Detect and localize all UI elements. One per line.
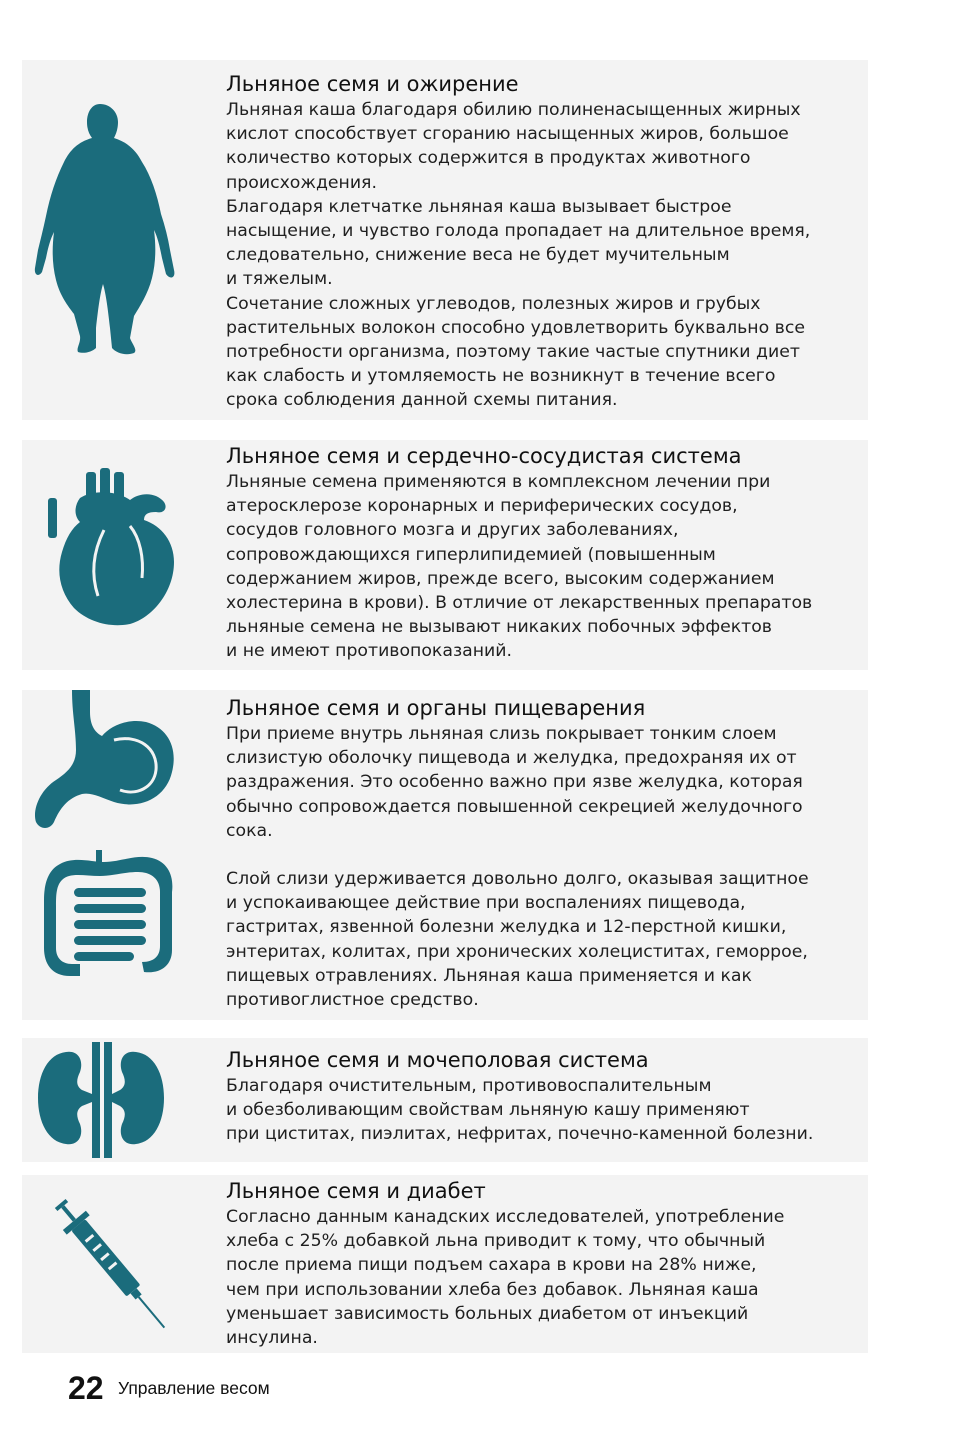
- section-urogenital: [22, 1038, 868, 1162]
- section-title: Льняное семя и ожирение: [226, 72, 519, 96]
- section-title: Льняное семя и сердечно-сосудистая система: [226, 444, 742, 468]
- kidneys-icon: [36, 1042, 166, 1158]
- section-title: Льняное семя и диабет: [226, 1179, 486, 1203]
- obese-body-icon: [30, 98, 180, 360]
- section-text: Согласно данным канадских исследователей, употребление хлеба с 25% добавкой льна приводит к тому, что обычный после приема пищи подъем сахара в крови на 28% ниже, чем при использовании хлеба без добавок. Льняная каша уменьшает зависимость больных диабетом от инъекций инсулина.: [226, 1207, 785, 1349]
- section-digestion: [22, 690, 868, 1020]
- section-text: Благодаря очистительным, противовоспалительным и обезболивающим свойствам льняную кашу применяют при циститах, пиэлитах, нефритах, почечно-каменной болезни.: [226, 1076, 814, 1145]
- syringe-icon: [46, 1189, 176, 1339]
- section-text: Льняная каша благодаря обилию полиненасыщенных жирных кислот способствует сгоранию насыщенных жиров, большое количество которых содержится в продуктах животного происхождения. Благодаря клетчатке льняная каша вызывает быстрое насыщение, и чувство голода пропадает на длительное время, следовательно, снижение веса не будет мучительным и тяжелым. Сочетание сложных углеводов, полезных жиров и грубых растительных волокон способно удовлетворить буквально все потребности организма, поэтому такие частые спутники диет как слабость и утомляемость не возникнут в течение всего срока соблюдения данной схемы питания.: [226, 100, 811, 411]
- section-obesity: [22, 60, 868, 420]
- section-text: При приеме внутрь льняная слизь покрывает тонким слоем слизистую оболочку пищевода и желудка, предохраняя их от раздражения. Это особенно важно при язве желудка, которая обычно сопровождается повышенной секрецией желудочного сока.: [226, 724, 803, 841]
- section-title: Льняное семя и мочеполовая система: [226, 1048, 649, 1072]
- heart-icon: [44, 468, 180, 628]
- section-title: Льняное семя и органы пищеварения: [226, 696, 646, 720]
- intestines-icon: [40, 850, 180, 980]
- section-text-2: Слой слизи удерживается довольно долго, оказывая защитное и успокаивающее действие при воспалениях пищевода, гастритах, язвенной болезни желудка и 12-перстной кишки, энтеритах, колитах, при хронических холециститах, геморрое, пищевых отравлениях. Льняная каша применяется и как противоглистное средство.: [226, 869, 809, 1011]
- running-section-title: Управление весом: [118, 1378, 270, 1398]
- section-cardiovascular: [22, 440, 868, 670]
- stomach-icon: [32, 690, 182, 830]
- section-diabetes: [22, 1175, 868, 1353]
- section-text: Льняные семена применяются в комплексном лечении при атеросклерозе коронарных и периферических сосудов, сосудов головного мозга и других заболеваниях, сопровождающихся гиперлипидемией (повышенным содержанием жиров, прежде всего, высоким содержанием холестерина в крови). В отличие от лекарственных препаратов льняные семена не вызывают никаких побочных эффектов и не имеют противопоказаний.: [226, 472, 813, 662]
- page-number: 22: [68, 1370, 104, 1406]
